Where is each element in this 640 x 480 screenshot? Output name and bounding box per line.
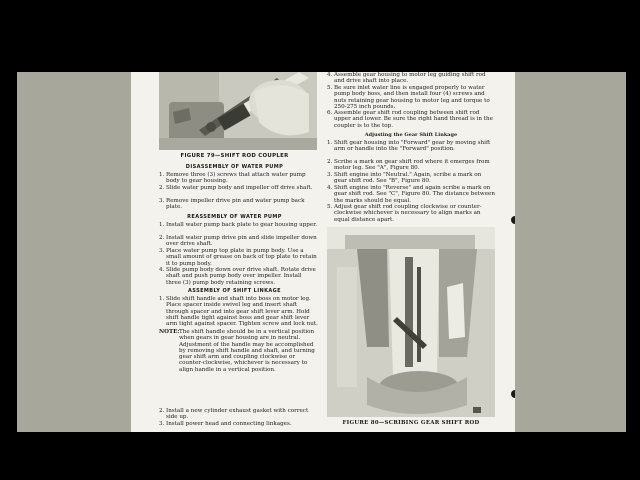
item-text: Shift engine into "Neutral." Again, scribe a mark on gear shift rod. See "B", Figure 80. — [334, 172, 482, 185]
item-number: 1. — [159, 172, 165, 178]
list-item — [159, 267, 318, 286]
item-number: 3. — [327, 172, 333, 178]
item-text: Place water pump top plate in pump body. Use a small amount of grease on back of top plate to retain it to pump body. — [166, 248, 317, 267]
figure-79-caption: FIGURE 79—SHIFT ROD COUPLER — [180, 153, 289, 159]
item-number: 4. — [327, 185, 333, 191]
list-item — [159, 198, 318, 211]
item-text: Scribe a mark on gear shift rod where it emerges from motor leg. See "A", Figure 80. — [334, 159, 490, 172]
item-number: 1. — [159, 296, 165, 302]
item-text: Be sure inlet water line is engaged properly to water pump body boss, and then install four (4) screws and nuts retaining gear housing to motor leg and torque to 250-275 inch pounds. — [334, 85, 490, 110]
scribing-gear-shift-rod-illustration — [327, 227, 495, 417]
list-item — [327, 85, 495, 110]
item-number: 6. — [327, 110, 333, 116]
list-item — [159, 172, 318, 185]
item-text: Slide water pump body and impeller off drive shaft. — [166, 185, 313, 191]
item-number: 5. — [327, 85, 333, 91]
binder-hole — [511, 216, 515, 224]
binder-hole — [511, 390, 515, 398]
item-text: Assemble gear housing to motor leg guiding shift rod and drive shaft into place. — [334, 72, 486, 85]
list-item — [159, 185, 318, 198]
section-heading: REASSEMBLY OF WATER PUMP — [187, 214, 282, 220]
item-text: Shift gear housing into "Forward" gear by moving shift arm or handle into the "Forward" position. — [334, 140, 491, 153]
item-number: 2. — [159, 408, 165, 414]
shift-rod-coupler-illustration — [159, 72, 317, 150]
item-number: 5. — [327, 204, 333, 210]
figure-80-caption: FIGURE 80—SCRIBING GEAR SHIFT ROD — [342, 420, 480, 426]
figure-79-photo — [159, 72, 317, 150]
section-heading: DISASSEMBLY OF WATER PUMP — [185, 164, 284, 170]
manual-page — [131, 72, 515, 432]
figure-80-photo — [327, 227, 495, 417]
note-text: The shift handle should be in a vertical position when gears in gear housing are in neutral. Adjustment of the handle may be accomplished by removing shift handle and shaft, and turning gear shift arm and coupling clockwise or counter-clockwise, whichever is necessary to align handle in a vertical position. — [179, 329, 315, 373]
item-text: Shift engine into "Reverse" and again scribe a mark on gear shift rod. See "C", Figure 80. The distance between the marks should be equal. — [334, 185, 495, 204]
note-label: NOTE: — [159, 329, 180, 335]
item-text: Slide pump body down over drive shaft. Rotate drive shaft and push pump body over impeller. Install three (3) pump body retaining screws. — [166, 267, 316, 286]
item-text: Remove impeller drive pin and water pump back plate. — [166, 198, 305, 211]
list-item — [327, 110, 495, 129]
item-text: Install a new cylinder exhaust gasket with correct side up. — [166, 408, 309, 421]
item-text: Assemble gear shift rod coupling between shift rod upper and lower. Be sure the right hand thread is in the coupler is to the top. — [334, 110, 493, 129]
list-item — [159, 421, 318, 428]
list-item — [327, 140, 495, 159]
list-item — [159, 296, 318, 328]
item-text: Adjust gear shift rod coupling clockwise or counter-clockwise whichever is necessary to align marks an equal distance apart. — [334, 204, 482, 223]
list-item — [327, 159, 495, 172]
item-number: 2. — [327, 159, 333, 165]
item-number: 3. — [159, 248, 165, 254]
item-number: 3. — [159, 421, 165, 427]
list-item — [327, 204, 495, 223]
list-item — [159, 408, 318, 421]
item-number: 2. — [159, 235, 165, 241]
section-heading: Adjusting the Gear Shift Linkage — [364, 132, 458, 138]
item-text: Install water pump back plate to gear housing upper. — [166, 222, 318, 228]
list-item — [159, 248, 318, 267]
item-number: 3. — [159, 198, 165, 204]
item-number: 4. — [327, 72, 333, 78]
item-text: Install power head and connecting linkages. — [166, 421, 292, 427]
item-number: 1. — [159, 222, 165, 228]
item-text: Slide shift handle and shaft into boss on motor leg. Place spacer inside swivel leg and insert shaft through spacer and into gear shift lever arm. Hold shift handle tight against boss and gear shift lever arm tight against spacer. Tighten screw and lock nut. — [166, 296, 318, 328]
item-number: 1. — [327, 140, 333, 146]
item-text: Remove three (3) screws that attach water pump body to gear housing. — [166, 172, 306, 185]
note-block — [159, 329, 318, 373]
list-item — [327, 185, 495, 204]
list-item — [159, 222, 318, 235]
item-number: 2. — [159, 185, 165, 191]
section-heading: ASSEMBLY OF SHIFT LINKAGE — [188, 288, 281, 294]
item-number: 4. — [159, 267, 165, 273]
list-item — [327, 172, 495, 185]
list-item — [159, 235, 318, 248]
list-item — [327, 72, 495, 85]
item-text: Install water pump drive pin and slide impeller down over drive shaft. — [166, 235, 317, 248]
